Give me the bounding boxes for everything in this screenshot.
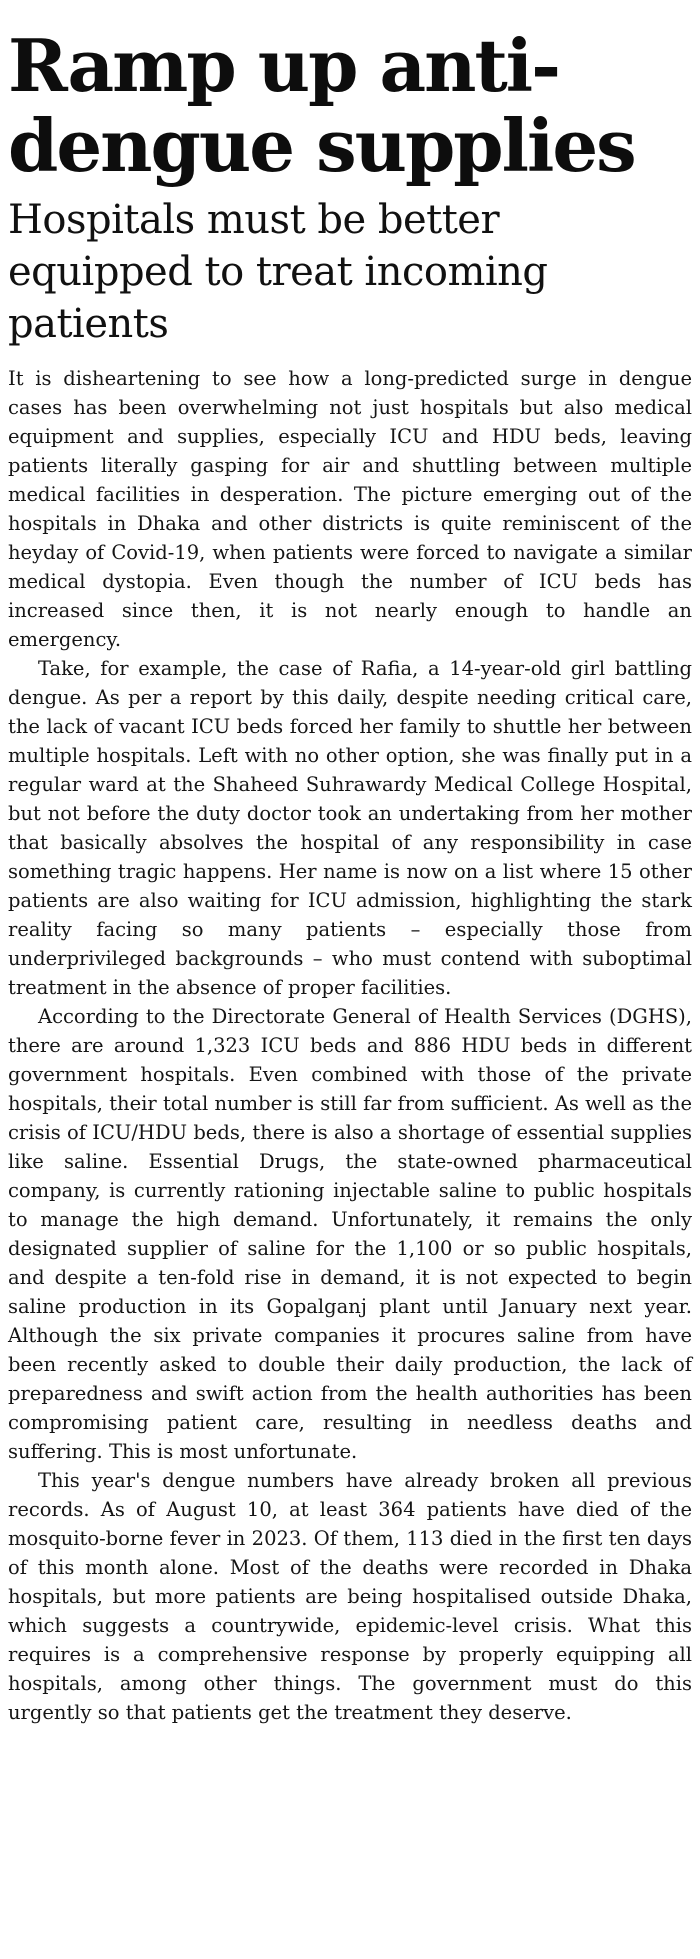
paragraph-2: Take, for example, the case of Rafia, a 14-year-old girl battling dengue. As per a report by this daily, despite needing critical care, the lack of vacant ICU beds forced her family to shuttle her between multiple hospitals. Left with no other option, she was finally put in a regular ward at the Shaheed Suhrawardy Medical College Hospital, but not before the duty doctor took an undertaking from her mother that basically absolves the hospital of any responsibility in case something tragic happens. Her name is now on a list where 15 other patients are also waiting for ICU admission, highlighting the stark reality facing so many patients – especially those from underprivileged backgrounds – who must contend with suboptimal treatment in the absence of proper facilities. [8, 657, 692, 999]
paragraph-3: According to the Directorate General of Health Services (DGHS), there are around 1,323 ICU beds and 886 HDU beds in different government hospitals. Even combined with those of the private hospitals, their total number is still far from sufficient. As well as the crisis of ICU/HDU beds, there is also a shortage of essential supplies like saline. Essential Drugs, the state-owned pharmaceutical company, is currently rationing injectable saline to public hospitals to manage the high demand. Unfortunately, it remains the only designated supplier of saline for the 1,100 or so public hospitals, and despite a ten-fold rise in demand, it is not expected to begin saline production in its Gopalganj plant until January next year. Although the six private companies it procures saline from have been recently asked to double their daily production, the lack of preparedness and swift action from the health authorities has been compromising patient care, resulting in needless deaths and suffering. This is most unfortunate. [8, 1005, 692, 1463]
headline: Ramp up anti-dengue supplies [8, 23, 635, 188]
editorial-article [0, 23, 700, 1959]
paragraph-4: This year's dengue numbers have already broken all previous records. As of August 10, at least 364 patients have died of the mosquito-borne fever in 2023. Of them, 113 died in the first ten days of this month alone. Most of the deaths were recorded in Dhaka hospitals, but more patients are being hospitalised outside Dhaka, which suggests a countrywide, epidemic-level crisis. What this requires is a comprehensive response by properly equipping all hospitals, among other things. The government must do this urgently so that patients get the treatment they deserve. [8, 1469, 692, 1724]
subheadline: Hospitals must be better equipped to treat incoming patients [8, 197, 548, 347]
article-body [8, 364, 692, 1727]
paragraph-1: It is disheartening to see how a long-predicted surge in dengue cases has been overwhelming not just hospitals but also medical equipment and supplies, especially ICU and HDU beds, leaving patients literally gasping for air and shuttling between multiple medical facilities in desperation. The picture emerging out of the hospitals in Dhaka and other districts is quite reminiscent of the heyday of Covid-19, when patients were forced to navigate a similar medical dystopia. Even though the number of ICU beds has increased since then, it is not nearly enough to handle an emergency. [8, 367, 692, 651]
